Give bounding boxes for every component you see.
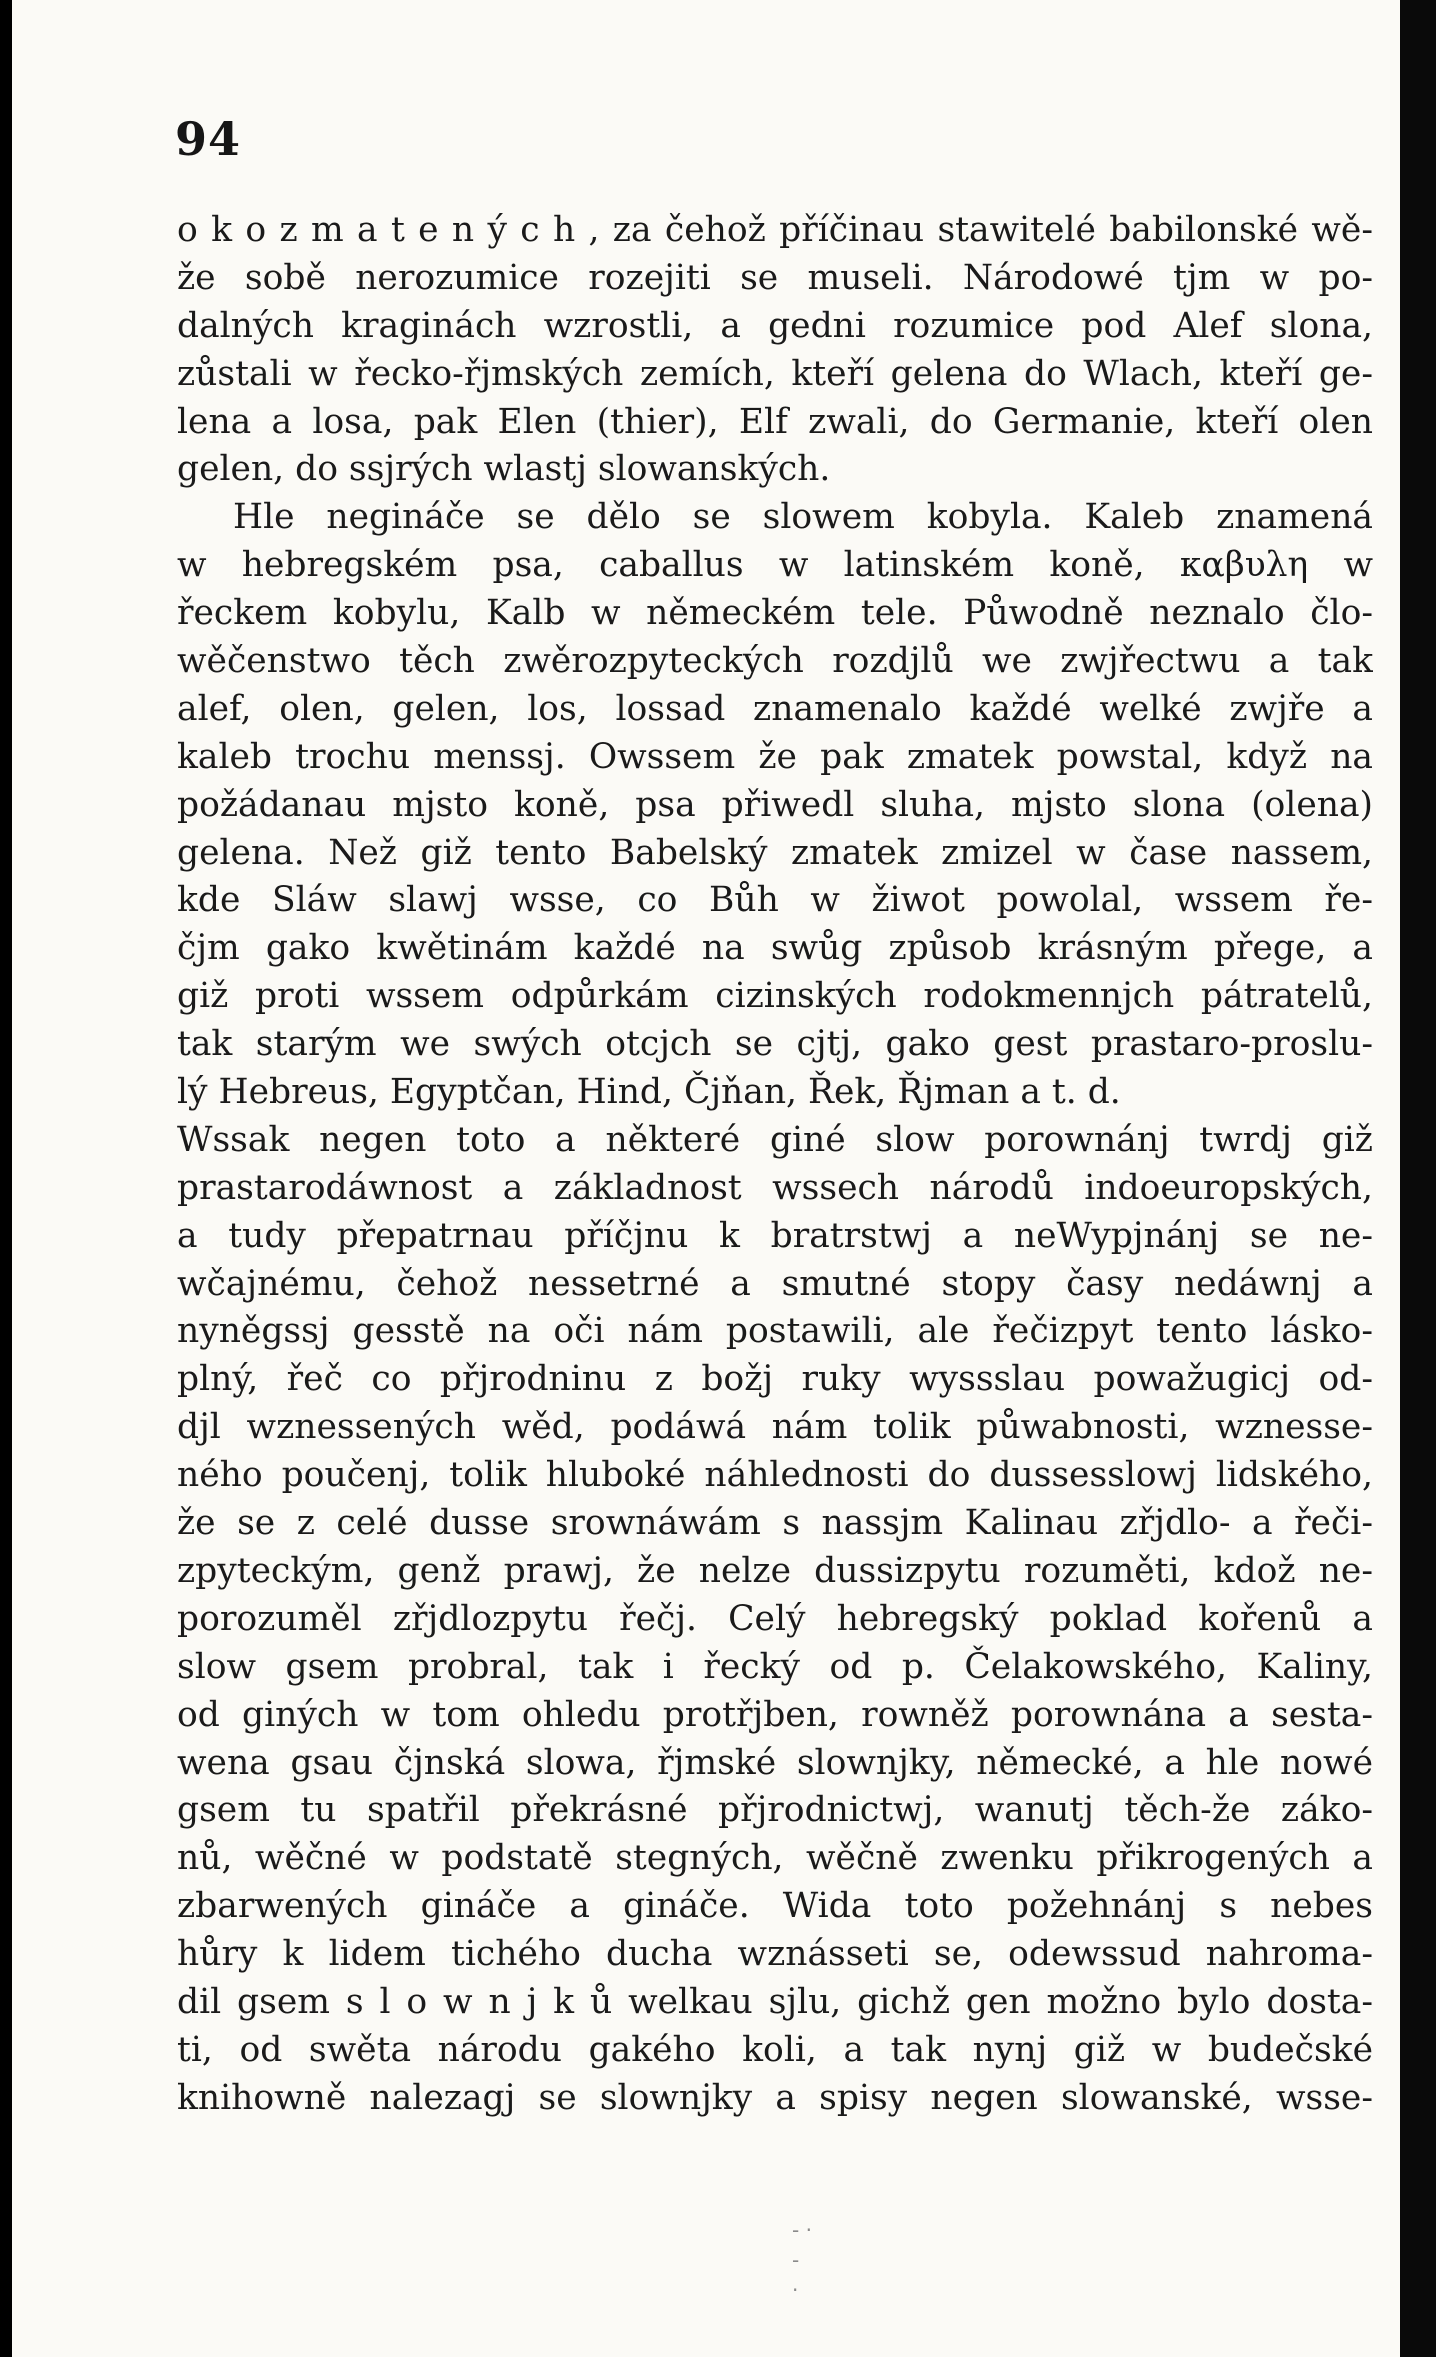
page-number: 94: [175, 112, 242, 166]
text-line: ného poučenj, tolik hluboké náhlednosti do dussesslowj lidského,: [177, 1455, 1373, 1496]
text-line: prastarodáwnost a základnost wssech národů indoeuropských,: [177, 1167, 1373, 1208]
text-line: nů, wěčné w podstatě stegných, wěčně zwenku přikrogených a: [177, 1838, 1373, 1879]
text-line: djl wznessených wěd, podáwá nám tolik půwabnosti, wznesse-: [177, 1407, 1373, 1448]
text-line: wěčenstwo těch zwěrozpyteckých rozdjlů we zwjřectwu a tak: [177, 641, 1373, 682]
text-line: dil gsem s l o w n j k ů welkau sjlu, gichž gen možno bylo dosta-: [177, 1981, 1373, 2022]
text-line: ti, od swěta národu gakého koli, a tak nynj giž w budečské: [177, 2029, 1373, 2070]
text-line: zbarwených gináče a gináče. Wida toto požehnánj s nebes: [177, 1886, 1373, 1927]
text-line: od giných w tom ohledu protřjben, rowněž porownána a sesta-: [177, 1694, 1373, 1735]
text-line: a tudy přepatrnau příčjnu k bratrstwj a neWypjnánj se ne-: [177, 1215, 1373, 1256]
text-line: o k o z m a t e n ý c h , za čehož příčinau stawitelé babilonské wě-: [177, 210, 1373, 250]
text-line: Hle negináče se dělo se slowem kobyla. Kaleb znamená: [233, 497, 1373, 538]
text-line: wčajnému, čehož nessetrné a smutné stopy časy nedáwnj a: [177, 1263, 1373, 1304]
text-line: kde Sláw slawj wsse, co Bůh w žiwot powolal, wssem ře-: [177, 880, 1373, 921]
text-line: gsem tu spatřil překrásné přjrodnictwj, wanutj těch-že záko-: [177, 1790, 1373, 1831]
scan-edge: [1400, 0, 1436, 2357]
text-line: zpyteckým, genž prawj, že nelze dussizpytu rozuměti, kdož ne-: [177, 1550, 1373, 1591]
text-line: lý Hebreus, Egyptčan, Hind, Čjňan, Řek, Řjman a t. d.: [177, 1072, 1121, 1113]
text-line: zůstali w řecko-řjmských zemích, kteří gelena do Wlach, kteří ge-: [177, 353, 1373, 394]
text-line: plný, řeč co přjrodninu z božj ruky wyssslau powažugicj od-: [177, 1359, 1373, 1400]
text-line: nyněgssj gesstě na oči nám postawili, ale řečizpyt tento lásko-: [177, 1311, 1373, 1352]
print-specks: - · - ·: [792, 2218, 812, 2302]
text-line: gelena. Než giž tento Babelský zmatek zmizel w čase nassem,: [177, 832, 1373, 873]
text-line: kaleb trochu menssj. Owssem že pak zmatek powstal, když na: [177, 736, 1373, 777]
text-line: w hebregském psa, caballus w latinském koně, καβυλη w: [177, 545, 1373, 586]
text-line: dalných kraginách wzrostli, a gedni rozumice pod Alef slona,: [177, 305, 1373, 346]
text-line: slow gsem probral, tak i řecký od p. Čelakowského, Kaliny,: [177, 1646, 1373, 1687]
text-line: že se z celé dusse srownáwám s nassjm Kalinau zřjdlo- a řeči-: [177, 1503, 1373, 1544]
text-line: wena gsau čjnská slowa, řjmské slownjky, německé, a hle nowé: [177, 1742, 1373, 1783]
body-text: [177, 207, 1373, 2123]
text-line: požádanau mjsto koně, psa přiwedl sluha, mjsto slona (olena): [177, 784, 1373, 825]
text-line: že sobě nerozumice rozejiti se museli. Národowé tjm w po-: [177, 257, 1373, 298]
text-line: Wssak negen toto a některé giné slow porownánj twrdj giž: [177, 1119, 1373, 1160]
text-line: čjm gako kwětinám každé na swůg způsob krásným přege, a: [177, 928, 1373, 969]
text-line: tak starým we swých otcjch se cjtj, gako gest prastaro-proslu-: [177, 1024, 1373, 1065]
text-line: gelen, do ssjrých wlastj slowanských.: [177, 449, 831, 490]
text-line: knihowně nalezagj se slownjky a spisy negen slowanské, wsse-: [177, 2077, 1373, 2118]
text-line: alef, olen, gelen, los, lossad znamenalo každé welké zwjře a: [177, 688, 1373, 729]
text-line: řeckem kobylu, Kalb w německém tele. Půwodně neznalo člo-: [177, 593, 1373, 634]
book-page: [12, 0, 1400, 2357]
text-line: giž proti wssem odpůrkám cizinských rodokmennjch pátratelů,: [177, 976, 1373, 1017]
text-line: porozuměl zřjdlozpytu řečj. Celý hebregský poklad kořenů a: [177, 1598, 1373, 1639]
text-line: lena a losa, pak Elen (thier), Elf zwali, do Germanie, kteří olen: [177, 401, 1373, 442]
text-line: hůry k lidem tichého ducha wznásseti se, odewssud nahroma-: [177, 1934, 1373, 1975]
